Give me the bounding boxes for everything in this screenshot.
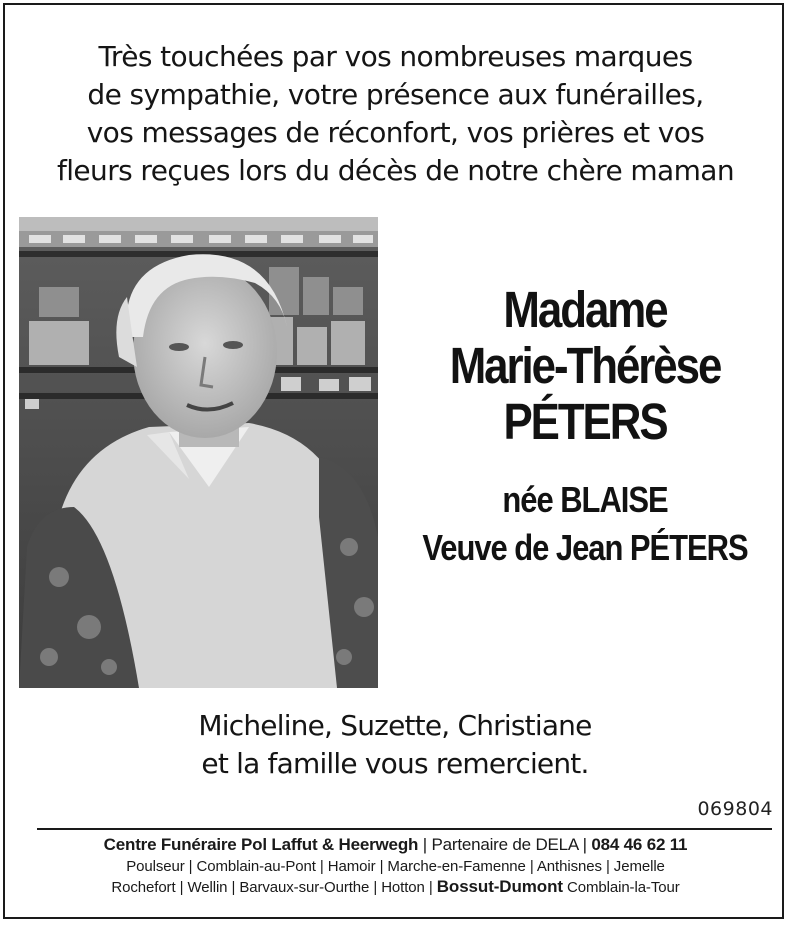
brand-bossut-dumont: Bossut-Dumont: [436, 877, 563, 896]
deceased-title: Madame: [503, 281, 667, 338]
brand-location: Comblain-la-Tour: [567, 879, 680, 896]
reference-number: 069804: [697, 798, 773, 820]
thanks-line-2: et la famille vous remercient.: [201, 747, 589, 780]
portrait-photo: [19, 217, 378, 688]
maiden-name: née BLAISE: [502, 479, 668, 520]
partner-text: | Partenaire de DELA |: [422, 835, 587, 854]
thanks-text: [140, 707, 650, 783]
footer-divider: [37, 828, 772, 830]
locations-line-1: Poulseur | Comblain-au-Pont | Hamoir | Marche-en-Famenne | Anthisnes | Jemelle: [126, 858, 665, 875]
deceased-first-name: Marie-Thérèse: [449, 337, 721, 394]
intro-line-3: vos messages de réconfort, vos prières et vos: [86, 116, 705, 149]
funeral-home-footer: [8, 833, 783, 898]
footer-line-1: [8, 833, 783, 857]
intro-text: [10, 38, 781, 190]
deceased-name-block: [395, 282, 775, 572]
phone-number: 084 46 62 11: [591, 835, 688, 854]
deceased-surname: PÉTERS: [503, 393, 667, 450]
company-name: Centre Funéraire Pol Laffut & Heerwegh: [103, 835, 419, 854]
intro-line-4: fleurs reçues lors du décès de notre chère maman: [56, 154, 734, 187]
intro-line-2: de sympathie, votre présence aux funérailles,: [87, 78, 704, 111]
footer-line-3: [8, 877, 783, 898]
locations-line-2: Rochefort | Wellin | Barvaux-sur-Ourthe | Hotton |: [111, 879, 433, 896]
intro-line-1: Très touchées par vos nombreuses marques: [98, 40, 693, 73]
thanks-line-1: Micheline, Suzette, Christiane: [198, 709, 592, 742]
widow-of: Veuve de Jean PÉTERS: [422, 527, 748, 568]
